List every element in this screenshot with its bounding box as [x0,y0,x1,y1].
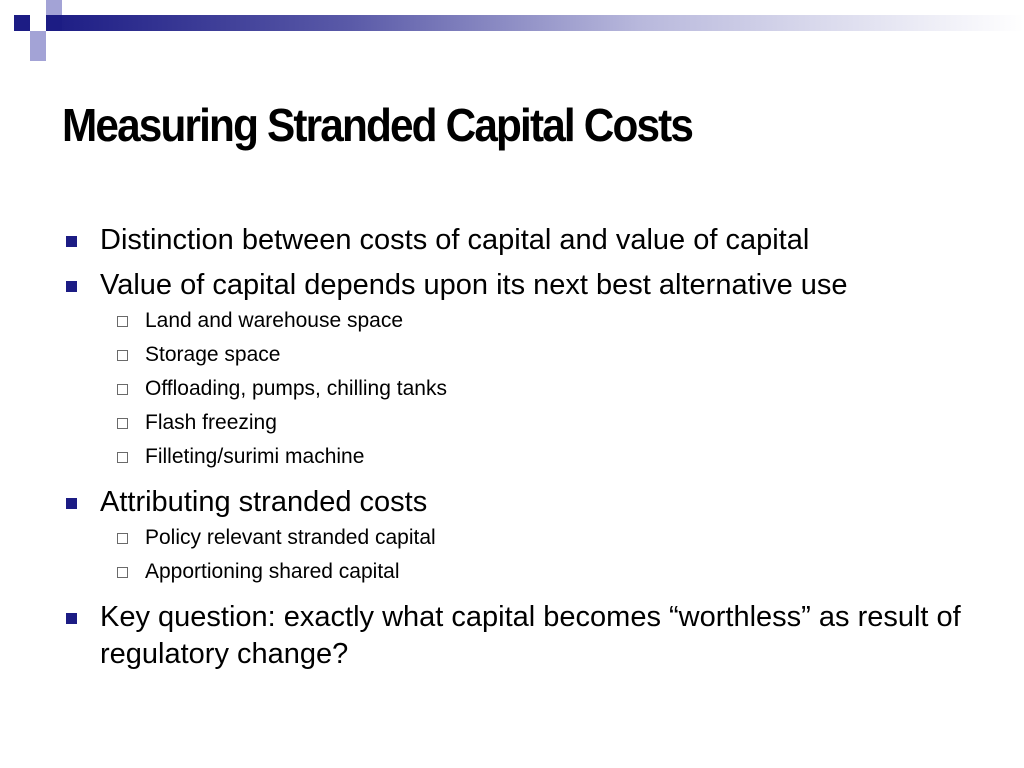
sub-bullet-item [62,308,972,334]
sub-bullet-item [62,559,972,585]
sub-bullet-item [62,410,972,436]
bullet-text: Attributing stranded costs [100,486,428,518]
decor-square [30,31,46,47]
sub-bullet-item [62,342,972,368]
sub-bullet-item [62,525,972,551]
bullet-item [62,484,972,521]
hollow-square-bullet-icon [117,452,128,463]
bullet-text: Value of capital depends upon its next best alternative use [100,269,848,301]
sub-bullet-item [62,444,972,470]
decor-square [46,15,62,31]
decor-square [46,0,62,15]
slide-body [62,222,972,681]
decor-square [30,46,46,61]
hollow-square-bullet-icon [117,316,128,327]
sub-bullet-text: Policy relevant stranded capital [145,526,436,549]
hollow-square-bullet-icon [117,418,128,429]
square-bullet-icon [66,498,77,509]
hollow-square-bullet-icon [117,533,128,544]
header-gradient-bar [62,15,1024,31]
bullet-text: Distinction between costs of capital and value of capital [100,224,810,256]
sub-bullet-text: Apportioning shared capital [145,560,400,583]
sub-bullet-text: Offloading, pumps, chilling tanks [145,377,447,400]
sub-bullet-item [62,376,972,402]
bullet-item [62,599,972,673]
square-bullet-icon [66,613,77,624]
sub-bullet-text: Storage space [145,343,281,366]
bullet-item [62,267,972,304]
square-bullet-icon [66,281,77,292]
sub-bullet-text: Flash freezing [145,411,277,434]
sub-bullet-text: Land and warehouse space [145,309,404,332]
square-bullet-icon [66,236,77,247]
hollow-square-bullet-icon [117,384,128,395]
hollow-square-bullet-icon [117,567,128,578]
sub-bullet-text: Filleting/surimi machine [145,445,365,468]
decor-square [14,15,30,31]
bullet-text: Key question: exactly what capital becomes “worthless” as result of regulatory change? [100,601,961,670]
hollow-square-bullet-icon [117,350,128,361]
slide-title: Measuring Stranded Capital Costs [62,99,693,151]
bullet-item [62,222,972,259]
